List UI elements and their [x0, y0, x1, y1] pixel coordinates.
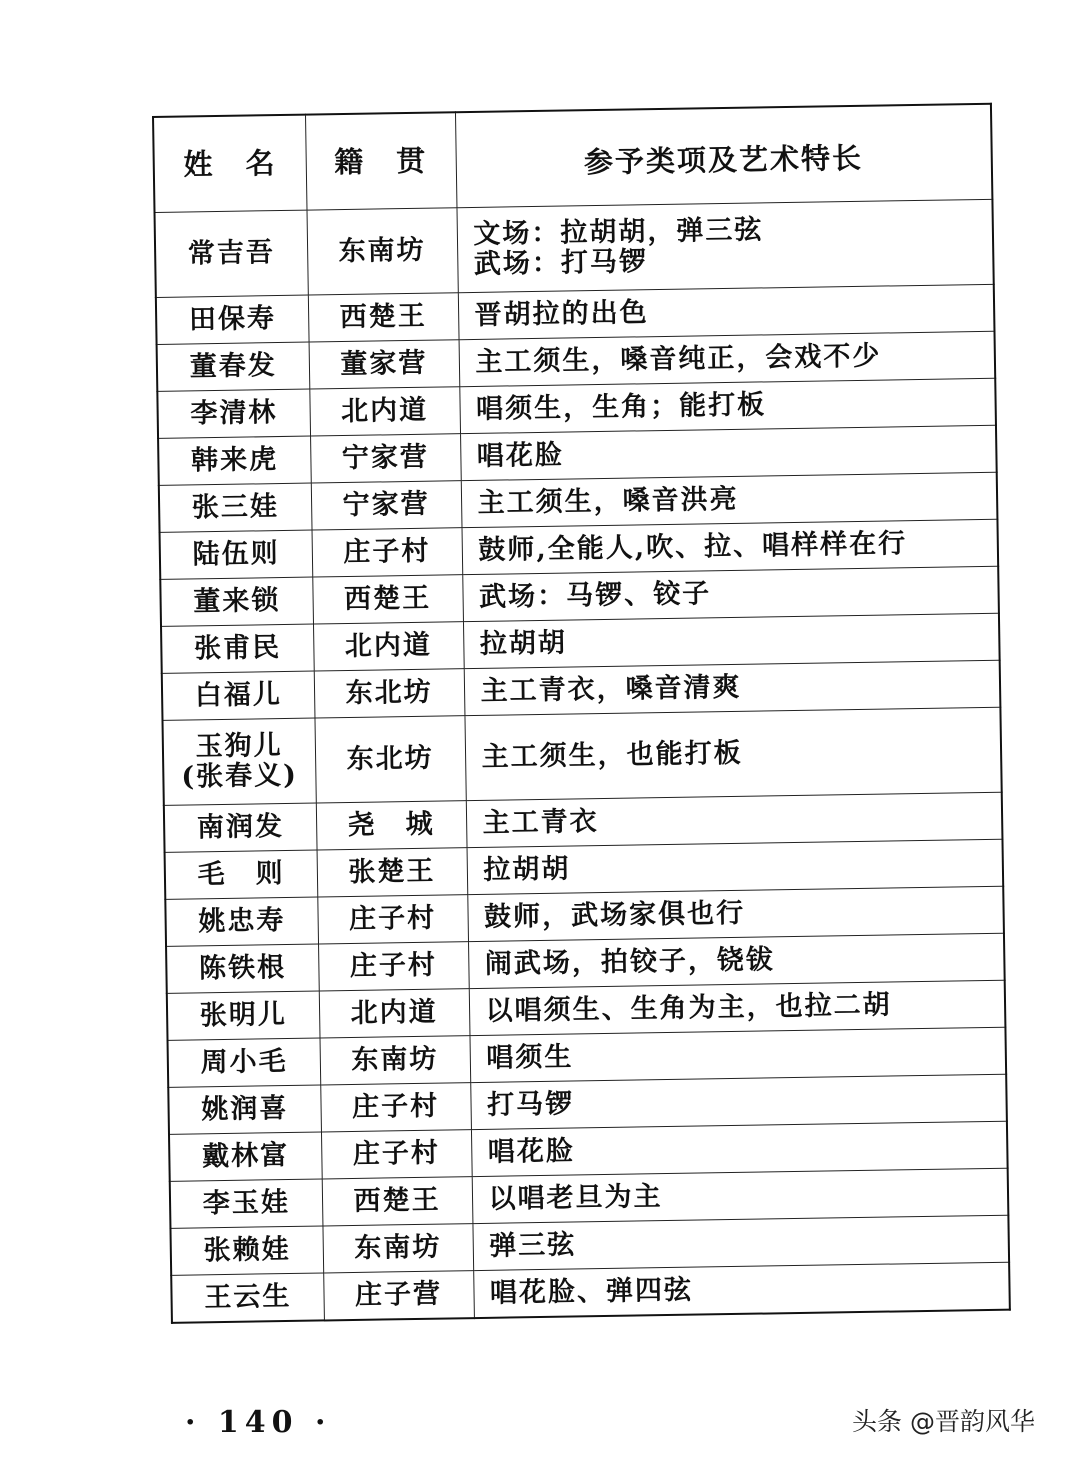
cell-place: 西楚王 — [312, 575, 463, 624]
cell-place: 庄子营 — [323, 1271, 474, 1321]
cell-name-line: 张三娃 — [191, 491, 280, 524]
cell-name-line: 周小毛 — [200, 1045, 288, 1079]
cell-name-line: 田保寿 — [188, 303, 277, 336]
cell-specialty-line: 主工青衣 — [482, 806, 599, 839]
cell-name — [158, 436, 311, 485]
cell-specialty-line: 主工须生，嗓音纯正，会戏不少 — [475, 340, 882, 378]
cell-place: 北内道 — [319, 989, 470, 1038]
cell-name — [155, 210, 308, 297]
cell-name-line: 毛 则 — [197, 858, 285, 891]
cell-specialty — [459, 378, 996, 433]
cell-specialty — [460, 425, 997, 480]
cell-name — [170, 1179, 323, 1228]
cell-specialty — [471, 1121, 1008, 1176]
cell-place: 北内道 — [313, 622, 464, 671]
cell-specialty — [470, 1074, 1007, 1129]
cell-name — [157, 389, 310, 438]
cell-place: 西楚王 — [308, 293, 459, 342]
cell-name-line: 常吉吾 — [187, 237, 276, 270]
cell-name — [159, 483, 312, 532]
cell-specialty-line: 弹三弦 — [489, 1229, 577, 1262]
cell-place: 宁家营 — [311, 481, 462, 530]
table-row — [162, 707, 1001, 805]
cell-place: 庄子村 — [317, 895, 468, 944]
cell-name-line: (张春义) — [181, 759, 299, 793]
cell-place: 东南坊 — [320, 1036, 471, 1085]
cell-specialty — [463, 613, 1000, 668]
cell-specialty — [464, 707, 1001, 800]
cell-name-line: 白福儿 — [194, 679, 283, 712]
cell-specialty-line: 唱须生，生角；能打板 — [475, 389, 767, 425]
cell-place: 西楚王 — [322, 1177, 473, 1226]
cell-specialty — [462, 519, 999, 574]
cell-specialty — [468, 933, 1005, 988]
cell-name — [161, 624, 314, 673]
cell-specialty-line: 以唱须生、生角为主，也拉二胡 — [485, 989, 892, 1027]
cell-name — [165, 897, 318, 946]
cell-specialty-line: 拉胡胡 — [483, 853, 571, 886]
cell-specialty-line: 主工须生，也能打板 — [481, 737, 743, 773]
cell-name-line: 王云生 — [204, 1280, 292, 1314]
cell-name-line: 姚润喜 — [201, 1092, 289, 1126]
cell-name — [171, 1273, 324, 1323]
cell-place: 尧 城 — [316, 801, 467, 850]
cell-name-line: 张赖娃 — [203, 1233, 291, 1267]
cell-specialty-line: 主工青衣，嗓音清爽 — [480, 671, 742, 707]
cell-place: 庄子村 — [312, 528, 463, 577]
cell-name-line: 陈铁根 — [198, 951, 287, 985]
cell-specialty-line: 晋胡拉的出色 — [474, 297, 649, 331]
cell-specialty-line: 武场：马锣、铰子 — [478, 578, 712, 613]
cell-specialty — [469, 1027, 1006, 1082]
cell-name-line: 李玉娃 — [202, 1186, 291, 1220]
cell-specialty — [472, 1168, 1009, 1223]
cell-specialty-line: 文场：拉胡胡，弹三弦 — [473, 214, 764, 250]
cell-name-line: 董来锁 — [193, 585, 281, 618]
cell-specialty-line: 唱须生 — [486, 1041, 574, 1074]
cell-name — [156, 295, 309, 344]
cell-place: 董家营 — [309, 340, 460, 389]
cell-specialty-line: 鼓师,全能人,吹、拉、唱样样在行 — [478, 528, 908, 566]
cell-specialty — [459, 331, 996, 386]
cell-specialty — [462, 566, 999, 621]
personnel-table-wrapper — [152, 103, 1009, 1324]
cell-specialty-line: 武场：打马锣 — [473, 246, 649, 280]
cell-specialty-line: 唱花脸 — [487, 1135, 576, 1168]
cell-place: 庄子村 — [318, 942, 469, 991]
cell-specialty — [472, 1215, 1009, 1270]
cell-name — [162, 671, 315, 720]
cell-name — [168, 1085, 321, 1134]
header-specialty: 参予类项及艺术特长 — [455, 104, 992, 208]
cell-name — [160, 577, 313, 626]
cell-place: 庄子村 — [321, 1130, 472, 1179]
cell-name-line: 韩来虎 — [190, 444, 279, 477]
cell-name-line: 董春发 — [189, 350, 277, 383]
cell-place: 张楚王 — [317, 848, 468, 897]
cell-specialty — [473, 1262, 1010, 1318]
cell-place: 东北坊 — [314, 716, 465, 803]
cell-name — [162, 718, 315, 805]
cell-place: 北内道 — [309, 387, 460, 436]
table-body — [155, 199, 1010, 1323]
cell-specialty-line: 打马锣 — [486, 1088, 575, 1121]
cell-name — [169, 1132, 322, 1181]
cell-specialty — [469, 980, 1006, 1035]
cell-specialty — [467, 839, 1004, 894]
cell-specialty — [464, 660, 1001, 715]
table-header-row — [153, 104, 992, 213]
cell-specialty-line: 拉胡胡 — [479, 627, 568, 660]
cell-specialty — [456, 199, 993, 292]
cell-specialty-line: 主工须生，嗓音洪亮 — [477, 483, 739, 519]
header-place: 籍 贯 — [305, 112, 456, 210]
cell-specialty-line: 以唱老旦为主 — [488, 1181, 663, 1215]
cell-place: 庄子村 — [320, 1083, 471, 1132]
cell-specialty-line: 闹武场，拍铰子，铙钹 — [484, 944, 776, 980]
cell-name — [157, 342, 310, 391]
cell-name-line: 戴林富 — [201, 1139, 290, 1173]
cell-specialty — [467, 886, 1004, 941]
header-name: 姓 名 — [153, 115, 306, 213]
cell-name-line: 姚忠寿 — [198, 905, 286, 938]
cell-name-line: 南润发 — [196, 811, 285, 844]
cell-specialty — [466, 792, 1003, 847]
cell-name — [168, 1038, 321, 1087]
cell-place: 东南坊 — [306, 208, 457, 295]
cell-name — [166, 944, 319, 993]
cell-name — [170, 1226, 323, 1275]
table-row — [155, 199, 994, 297]
cell-name — [160, 530, 313, 579]
cell-specialty-line: 唱花脸 — [476, 439, 565, 472]
personnel-table — [152, 103, 1011, 1324]
cell-specialty — [461, 472, 998, 527]
watermark: 头条 @晋韵风华 — [852, 1407, 1035, 1436]
cell-name — [164, 803, 317, 852]
cell-name — [167, 991, 320, 1040]
cell-name-line: 张甫民 — [193, 632, 282, 665]
cell-place: 宁家营 — [310, 434, 461, 483]
cell-specialty-line: 唱花脸、弹四弦 — [489, 1274, 694, 1309]
cell-place: 东南坊 — [322, 1224, 473, 1273]
cell-name-line: 李清林 — [190, 397, 278, 430]
page-number: · 140 · — [185, 1405, 332, 1440]
cell-name — [165, 850, 318, 899]
cell-specialty — [458, 284, 995, 339]
cell-name-line: 张明儿 — [199, 998, 288, 1032]
cell-name-line: 陆伍则 — [192, 538, 280, 571]
cell-name-line: 玉狗儿 — [195, 730, 283, 763]
cell-place: 东北坊 — [314, 669, 465, 718]
cell-specialty-line: 鼓师，武场家俱也行 — [483, 897, 746, 933]
